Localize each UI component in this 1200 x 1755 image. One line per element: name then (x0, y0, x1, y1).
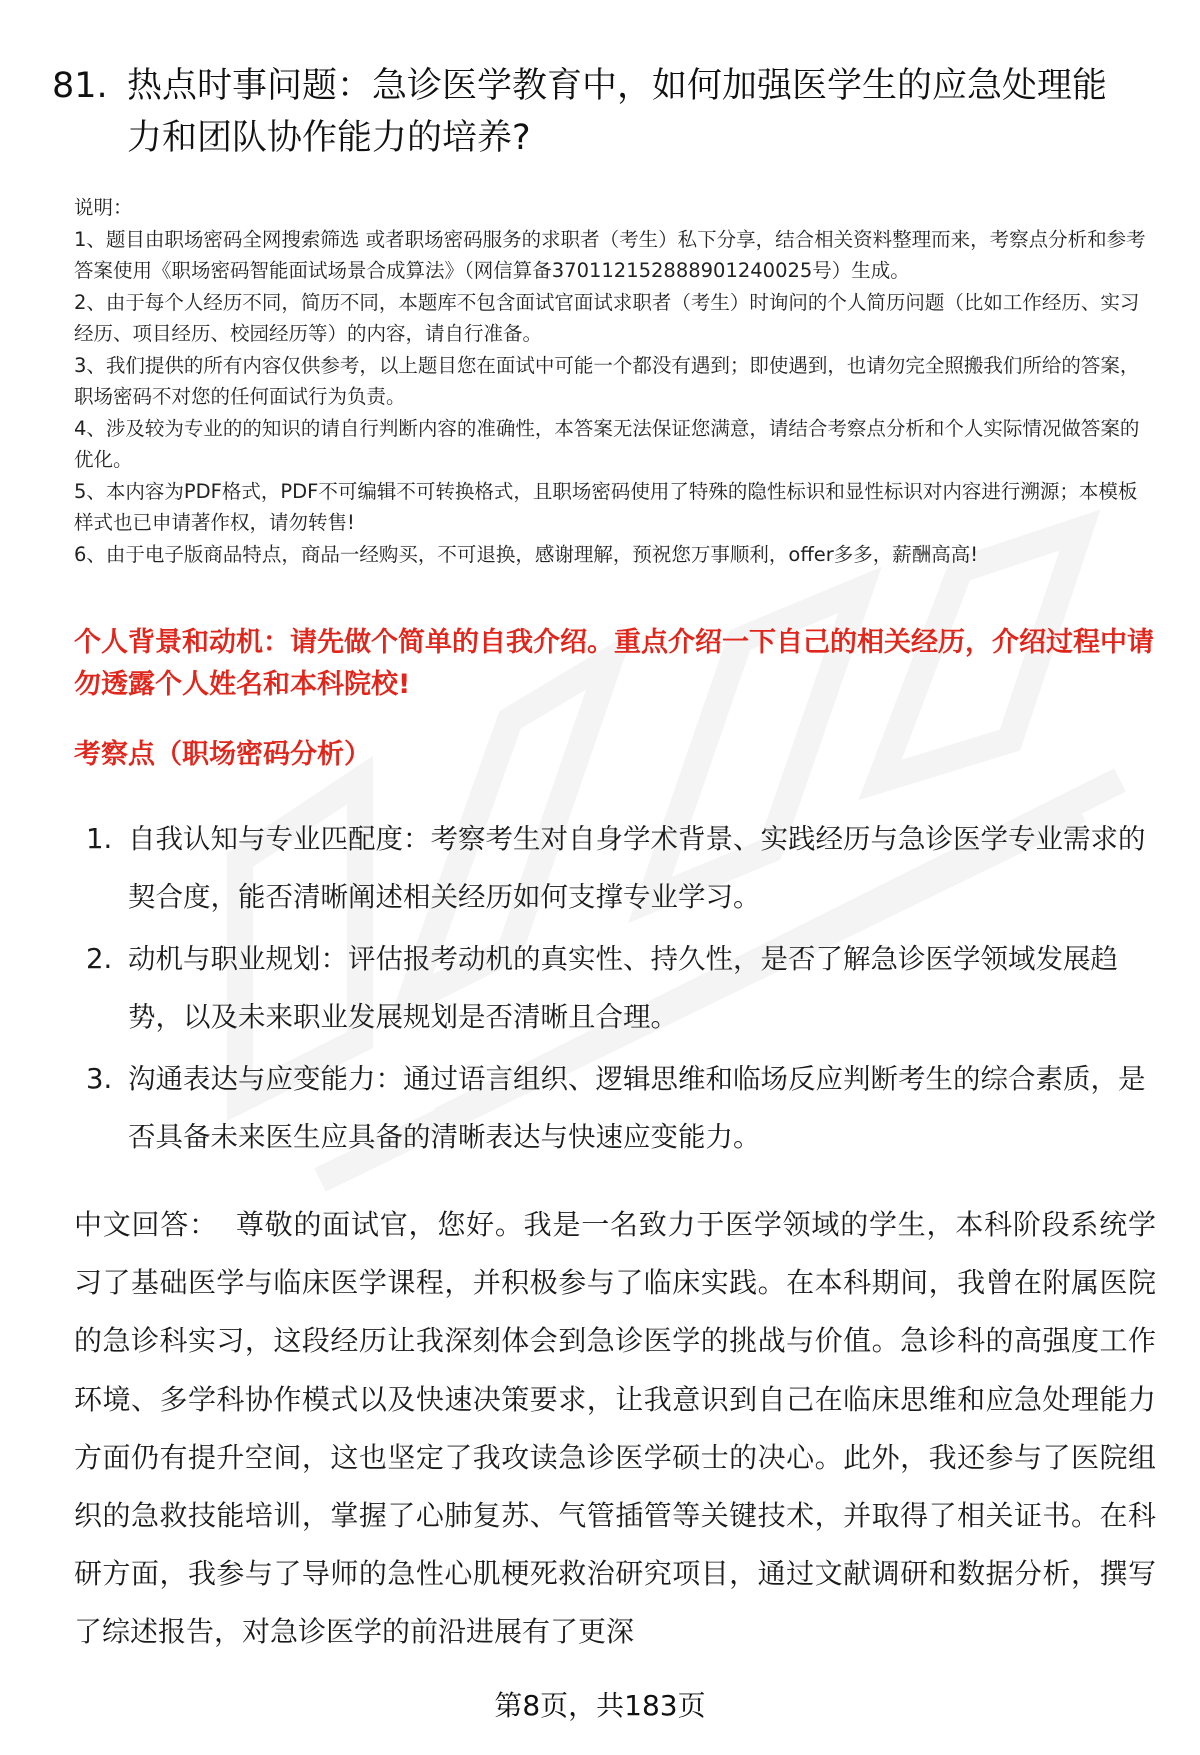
analysis-point-text: 沟通表达与应变能力：通过语言组织、逻辑思维和临场反应判断考生的综合素质，是否具备未来医生应具备的清晰表达与快速应变能力。 (128, 1063, 1146, 1153)
notes-item: 4、涉及较为专业的的知识的请自行判断内容的准确性，本答案无法保证您满意，请结合考察点分析和个人实际情况做答案的优化。 (74, 416, 1140, 471)
analysis-points-list (86, 810, 1156, 1170)
notes-section (74, 192, 1154, 570)
answer-label: 中文回答： (74, 1208, 218, 1241)
notes-heading: 说明： (74, 196, 133, 219)
notes-item: 3、我们提供的所有内容仅供参考，以上题目您在面试中可能一个都没有遇到；即使遇到，也请勿完全照搬我们所给的答案，职场密码不对您的任何面试行为负责。 (74, 353, 1140, 408)
analysis-point (86, 930, 1156, 1046)
analysis-point-index: 2. (86, 943, 113, 975)
notes-item: 5、本内容为PDF格式，PDF不可编辑不可转换格式，且职场密码使用了特殊的隐性标识和显性标识对内容进行溯源；本模板样式也已申请著作权，请勿转售! (74, 479, 1138, 534)
answer-section (74, 1196, 1156, 1662)
notes-item: 6、由于电子版商品特点，商品一经购买，不可退换，感谢理解，预祝您万事顺利，offer多多，薪酬高高! (74, 542, 979, 566)
analysis-heading: 考察点（职场密码分析） (74, 739, 371, 770)
question-title-line1: 热点时事问题：急诊医学教育中，如何加强医学生的应急处理能 (127, 66, 1108, 106)
analysis-point (86, 810, 1156, 926)
page-footer: 第8页，共183页 (494, 1689, 706, 1722)
analysis-point-index: 3. (86, 1063, 113, 1095)
question-number: 81. (52, 66, 108, 106)
analysis-point-text: 动机与职业规划：评估报考动机的真实性、持久性，是否了解急诊医学领域发展趋势，以及未来职业发展规划是否清晰且合理。 (128, 943, 1118, 1033)
analysis-point-text: 自我认知与专业匹配度：考察考生对自身学术背景、实践经历与急诊医学专业需求的契合度，能否清晰阐述相关经历如何支撑专业学习。 (128, 823, 1146, 913)
answer-text: 尊敬的面试官，您好。我是一名致力于医学领域的学生，本科阶段系统学习了基础医学与临床医学课程，并积极参与了临床实践。在本科期间，我曾在附属医院的急诊科实习，这段经历让我深刻体会到急诊医学的挑战与价值。急诊科的高强度工作环境、多学科协作模式以及快速决策要求，让我意识到自己在临床思维和应急处理能力方面仍有提升空间，这也坚定了我攻读急诊医学硕士的决心。此外，我还参与了医院组织的急救技能培训，掌握了心肺复苏、气管插管等关键技术，并取得了相关证书。在科研方面，我参与了导师的急性心肌梗死救治研究项目，通过文献调研和数据分析，撰写了综述报告，对急诊医学的前沿进展有了更深 (74, 1208, 1156, 1649)
question-title (52, 60, 1152, 164)
question-title-line2: 力和团队协作能力的培养? (127, 118, 531, 158)
analysis-point-index: 1. (86, 823, 113, 855)
analysis-point (86, 1050, 1156, 1166)
background-heading: 个人背景和动机：请先做个简单的自我介绍。重点介绍一下自己的相关经历，介绍过程中请勿透露个人姓名和本科院校! (74, 627, 1154, 700)
notes-item: 1、题目由职场密码全网搜索筛选 或者职场密码服务的求职者（考生）私下分享，结合相关资料整理而来，考察点分析和参考答案使用《职场密码智能面试场景合成算法》（网信算备370112152888901240025号）生成。 (74, 227, 1146, 282)
notes-item: 2、由于每个人经历不同，简历不同，本题库不包含面试官面试求职者（考生）时询问的个人简历问题（比如工作经历、实习经历、项目经历、校园经历等）的内容，请自行准备。 (74, 290, 1140, 345)
